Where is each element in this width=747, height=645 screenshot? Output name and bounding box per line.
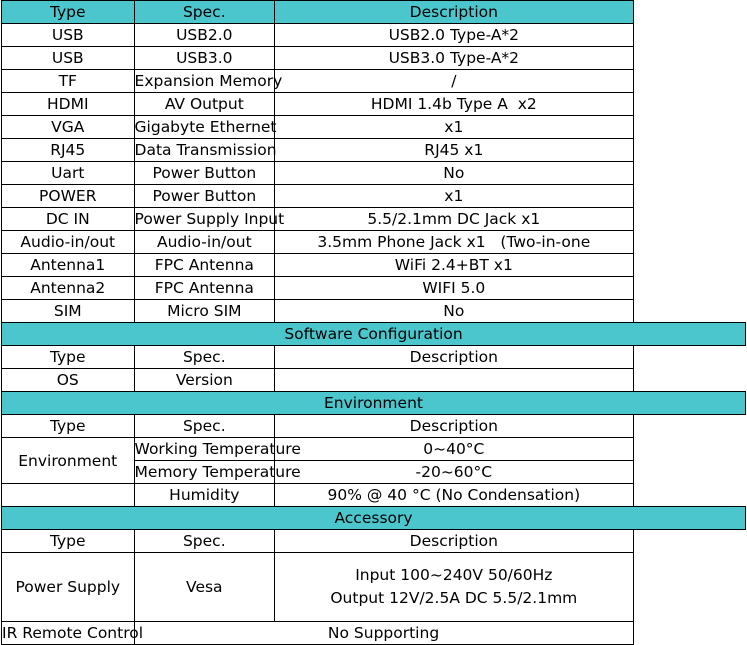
spec-cell: Working Temperature — [134, 438, 275, 461]
blank-cell — [633, 93, 745, 116]
description-cell: -20~60°C — [275, 461, 633, 484]
table-row — [2, 438, 746, 461]
blank-cell — [633, 622, 745, 645]
type-cell: USB — [2, 24, 135, 47]
blank-cell — [633, 231, 745, 254]
spec-cell: Version — [134, 369, 275, 392]
hardware-header-row — [2, 1, 746, 24]
header-spec: Spec. — [134, 415, 275, 438]
blank-cell — [633, 24, 745, 47]
spec-cell: Power Supply Input — [134, 208, 275, 231]
header-type: Type — [2, 346, 135, 369]
spec-cell: Power Button — [134, 162, 275, 185]
spec-cell: Power Button — [134, 185, 275, 208]
section-title-environment: Environment — [2, 392, 746, 415]
software-header-row — [2, 346, 746, 369]
table-row — [2, 139, 746, 162]
header-type: Type — [2, 530, 135, 553]
section-row-accessory — [2, 507, 746, 530]
blank-cell — [633, 47, 745, 70]
table-row — [2, 162, 746, 185]
description-cell: No Supporting — [134, 622, 633, 645]
table-row — [2, 185, 746, 208]
blank-cell — [633, 461, 745, 484]
section-title-software: Software Configuration — [2, 323, 746, 346]
table-row — [2, 93, 746, 116]
spec-cell: USB2.0 — [134, 24, 275, 47]
type-cell: HDMI — [2, 93, 135, 116]
header-spec: Spec. — [134, 346, 275, 369]
description-line: Input 100~240V 50/60Hz — [355, 566, 553, 584]
blank-cell — [633, 415, 745, 438]
table-row — [2, 277, 746, 300]
description-cell: / — [275, 70, 633, 93]
spec-cell: Expansion Memory — [134, 70, 275, 93]
blank-cell — [633, 438, 745, 461]
table-row — [2, 231, 746, 254]
type-cell: Uart — [2, 162, 135, 185]
spec-cell: Vesa — [134, 553, 275, 622]
accessory-header-row — [2, 530, 746, 553]
spec-cell: Humidity — [134, 484, 275, 507]
description-cell: 0~40°C — [275, 438, 633, 461]
description-cell: HDMI 1.4b Type A x2 — [275, 93, 633, 116]
environment-header-row — [2, 415, 746, 438]
type-cell: IR Remote Control — [2, 622, 135, 645]
blank-cell — [633, 300, 745, 323]
type-cell: POWER — [2, 185, 135, 208]
blank-cell — [633, 346, 745, 369]
type-cell: VGA — [2, 116, 135, 139]
description-cell: x1 — [275, 185, 633, 208]
header-type: Type — [2, 1, 135, 24]
type-cell: OS — [2, 369, 135, 392]
header-description: Description — [275, 530, 633, 553]
description-line: Output 12V/2.5A DC 5.5/2.1mm — [330, 589, 578, 607]
type-cell: SIM — [2, 300, 135, 323]
table-row — [2, 300, 746, 323]
section-row-environment — [2, 392, 746, 415]
description-cell: WIFI 5.0 — [275, 277, 633, 300]
spec-cell: FPC Antenna — [134, 277, 275, 300]
description-cell: 5.5/2.1mm DC Jack x1 — [275, 208, 633, 231]
table-row — [2, 254, 746, 277]
environment-group-cell: Environment — [2, 438, 135, 484]
table-row — [2, 369, 746, 392]
header-type: Type — [2, 415, 135, 438]
header-description: Description — [275, 1, 633, 24]
blank-cell — [633, 484, 745, 507]
table-row — [2, 208, 746, 231]
blank-cell — [633, 162, 745, 185]
spec-cell: Memory Temperature — [134, 461, 275, 484]
table-row — [2, 116, 746, 139]
spec-cell: USB3.0 — [134, 47, 275, 70]
type-cell: RJ45 — [2, 139, 135, 162]
type-cell: Antenna1 — [2, 254, 135, 277]
blank-cell — [633, 254, 745, 277]
blank-cell — [633, 139, 745, 162]
table-row — [2, 553, 746, 622]
spec-cell: Micro SIM — [134, 300, 275, 323]
table-row — [2, 484, 746, 507]
description-cell: 3.5mm Phone Jack x1 (Two-in-one — [275, 231, 633, 254]
blank-cell — [633, 530, 745, 553]
header-spec: Spec. — [134, 1, 275, 24]
description-cell: USB3.0 Type-A*2 — [275, 47, 633, 70]
description-cell — [275, 369, 633, 392]
table-row — [2, 70, 746, 93]
type-cell: Power Supply — [2, 553, 135, 622]
blank-cell — [633, 277, 745, 300]
description-cell: WiFi 2.4+BT x1 — [275, 254, 633, 277]
type-cell: TF — [2, 70, 135, 93]
type-cell: Antenna2 — [2, 277, 135, 300]
description-cell: No — [275, 162, 633, 185]
blank-cell — [633, 70, 745, 93]
type-cell: DC IN — [2, 208, 135, 231]
section-title-accessory: Accessory — [2, 507, 746, 530]
spec-table — [1, 0, 746, 645]
blank-cell — [633, 116, 745, 139]
type-cell: Audio-in/out — [2, 231, 135, 254]
header-description: Description — [275, 415, 633, 438]
header-spec: Spec. — [134, 530, 275, 553]
description-cell: 90% @ 40 °C (No Condensation) — [275, 484, 633, 507]
description-cell — [275, 553, 633, 622]
spec-cell: FPC Antenna — [134, 254, 275, 277]
blank-cell — [633, 369, 745, 392]
description-cell: USB2.0 Type-A*2 — [275, 24, 633, 47]
description-cell: RJ45 x1 — [275, 139, 633, 162]
description-cell: No — [275, 300, 633, 323]
blank-cell — [633, 1, 745, 24]
section-row-software — [2, 323, 746, 346]
header-description: Description — [275, 346, 633, 369]
spec-cell: Audio-in/out — [134, 231, 275, 254]
description-cell: x1 — [275, 116, 633, 139]
spec-cell: AV Output — [134, 93, 275, 116]
spec-cell: Data Transmission — [134, 139, 275, 162]
blank-cell — [633, 553, 745, 622]
spec-cell: Gigabyte Ethernet — [134, 116, 275, 139]
table-row — [2, 622, 746, 645]
type-cell-empty — [2, 484, 135, 507]
blank-cell — [633, 208, 745, 231]
blank-cell — [633, 185, 745, 208]
table-row — [2, 24, 746, 47]
table-row — [2, 47, 746, 70]
type-cell: USB — [2, 47, 135, 70]
